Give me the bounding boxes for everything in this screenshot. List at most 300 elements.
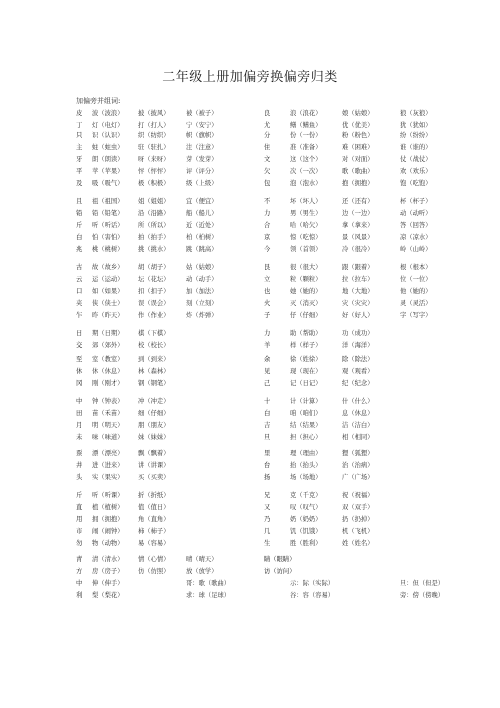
word-entry: 地（大地） — [342, 288, 374, 295]
word-entry: 姐（姐姐） — [138, 198, 170, 205]
word-entry: 粉（粉色） — [342, 132, 374, 139]
word-entry: 郊（郊外） — [92, 342, 124, 349]
word-entry: 挑（挑水） — [138, 246, 170, 253]
word-entry: 求：球（足球） — [186, 592, 231, 599]
word-entry: 极（积极） — [138, 180, 170, 187]
base-character: 艮 — [264, 264, 271, 271]
word-entry: 咱（咱们） — [290, 410, 322, 417]
word-group — [76, 328, 448, 352]
word-entry: 朗（朗读） — [92, 156, 124, 163]
base-character: 斤 — [76, 492, 83, 499]
word-entry: 易（容易） — [138, 540, 170, 547]
word-entry: 姓（姓名） — [342, 540, 374, 547]
word-row — [76, 578, 448, 590]
word-entry: 理（理由） — [290, 450, 322, 457]
base-character: 火 — [264, 300, 271, 307]
word-entry: 祖（祖国） — [92, 198, 124, 205]
base-character: 京 — [264, 234, 271, 241]
word-entry: 扔（扔掉） — [342, 516, 374, 523]
word-entry: 芽（发芽） — [186, 156, 218, 163]
base-character: 白 — [76, 234, 83, 241]
word-entry: 注（注意） — [186, 144, 218, 151]
base-character: 牙 — [76, 156, 83, 163]
word-row — [76, 232, 448, 244]
word-row — [76, 432, 448, 444]
word-entry: 他（她的） — [400, 288, 432, 295]
word-entry: 示：际（实际） — [290, 580, 335, 587]
word-entry: 什（什么） — [342, 398, 374, 405]
word-row — [76, 502, 448, 514]
word-entry: 沿（沿路） — [138, 210, 170, 217]
word-entry: 洋（海洋） — [342, 342, 374, 349]
word-entry: 徐（姓徐） — [290, 356, 322, 363]
word-entry: 准（准备） — [290, 144, 322, 151]
word-row — [76, 378, 448, 390]
word-row — [76, 298, 448, 310]
word-entry: 惊（吃惊） — [290, 234, 322, 241]
word-row — [76, 526, 448, 538]
word-row — [76, 166, 448, 178]
word-entry: 坛（花坛） — [138, 276, 170, 283]
word-entry: 坏（坏人） — [290, 198, 322, 205]
base-character: 不 — [264, 198, 271, 205]
word-row — [76, 460, 448, 472]
base-character: 扬 — [264, 474, 271, 481]
word-group — [76, 220, 448, 256]
word-entry: 灯（电灯） — [92, 122, 124, 129]
word-entry: 明（明天） — [92, 422, 124, 429]
word-entry: 功（成功） — [342, 330, 374, 337]
word-entry: 钟（钟表） — [92, 398, 124, 405]
word-row — [76, 274, 448, 286]
word-entry: 记（日记） — [290, 380, 322, 387]
word-entry: 洁（洁白） — [342, 422, 374, 429]
word-entry: 广（广场） — [342, 474, 374, 481]
word-entry: 纪（纪念） — [342, 380, 374, 387]
base-character: 古 — [76, 264, 83, 271]
base-character: 田 — [76, 410, 83, 417]
word-entry: 闹（闹钟） — [92, 528, 124, 535]
word-entry: 饱（吃饱） — [400, 180, 432, 187]
word-entry: 炸（炸弹） — [186, 312, 218, 319]
word-entry: 打（打人） — [138, 122, 170, 129]
word-entry: 房（房子） — [92, 568, 124, 575]
word-entry: 柿（柿子） — [138, 528, 170, 535]
base-character: 利 — [76, 592, 83, 599]
word-entry: 还（还有） — [342, 198, 374, 205]
word-group — [76, 490, 448, 550]
word-entry: 鳝（鳝鱼） — [290, 122, 322, 129]
base-character: 立 — [264, 276, 271, 283]
word-entry: 旁：傍（傍晚） — [400, 592, 445, 599]
word-entry: 晴（晴天） — [186, 556, 218, 563]
base-character: 井 — [76, 462, 83, 469]
base-character: 尤 — [264, 122, 271, 129]
word-entry: 位（一位） — [400, 276, 432, 283]
word-entry: 听（听课） — [92, 492, 124, 499]
word-entry: 所（所以） — [138, 222, 170, 229]
word-row — [76, 208, 448, 220]
base-character: 乃 — [264, 516, 271, 523]
word-entry: 饥（饥饿） — [290, 528, 322, 535]
base-character: 直 — [76, 504, 83, 511]
word-entry: 息（休息） — [342, 410, 374, 417]
word-entry: 冷（很冷） — [342, 246, 374, 253]
base-character: 头 — [76, 474, 83, 481]
word-entry: 祝（祝福） — [342, 492, 374, 499]
word-entry: 跟（跟着） — [342, 264, 374, 271]
word-entry: 克（千克） — [290, 492, 322, 499]
word-entry: 漂（漂亮） — [92, 450, 124, 457]
word-group — [76, 448, 448, 484]
word-entry: 吸（吸气） — [92, 180, 124, 187]
word-entry: 味（味道） — [92, 434, 124, 441]
word-group — [76, 554, 448, 578]
word-entry: 飘（飘着） — [138, 450, 170, 457]
word-group — [76, 578, 448, 602]
word-entry: 刻（立刻） — [186, 300, 218, 307]
word-entry: 样（样子） — [290, 342, 322, 349]
word-entry: 叹（叹气） — [290, 504, 322, 511]
word-entry: 听（听话） — [92, 222, 124, 229]
word-entry: 植（植树） — [92, 504, 124, 511]
word-entry: 动（动听） — [400, 210, 432, 217]
base-character: 且 — [76, 198, 83, 205]
word-entry: 对（对面） — [342, 156, 374, 163]
word-entry: 担（担心） — [290, 434, 322, 441]
word-entry: 棋（下棋） — [138, 330, 170, 337]
word-entry: 仿（仿照） — [138, 568, 170, 575]
word-entry: 驻（驻扎） — [138, 144, 170, 151]
word-entry: 钢（钢笔） — [138, 380, 170, 387]
word-entry: 灾（灾灾） — [342, 300, 374, 307]
base-character: 又 — [264, 504, 271, 511]
word-entry: 歌（歌曲） — [342, 168, 374, 175]
word-entry: 拿（拿来） — [342, 222, 374, 229]
base-character: 睛（眼睛） — [264, 556, 296, 563]
word-entry: 细（仔细） — [138, 410, 170, 417]
word-entry: 校（校长） — [138, 342, 170, 349]
word-entry: 现（现在） — [290, 368, 322, 375]
base-character: 夹 — [76, 300, 83, 307]
base-character: 勿 — [76, 540, 83, 547]
base-character: 旦 — [264, 434, 271, 441]
word-row — [76, 220, 448, 232]
word-row — [76, 328, 448, 340]
word-entry: 岭（山岭） — [400, 246, 432, 253]
word-entry: 仗（战仗） — [400, 156, 432, 163]
base-character: 中 — [76, 580, 83, 587]
word-entry: 治（治病） — [342, 462, 374, 469]
word-entry: 船（船儿） — [186, 210, 218, 217]
word-entry: 字（写字） — [400, 312, 432, 319]
base-character: 见 — [264, 368, 271, 375]
base-character: 力 — [264, 210, 271, 217]
word-entry: 昨（昨天） — [92, 312, 124, 319]
base-character: 月 — [76, 422, 83, 429]
word-entry: 这（这个） — [290, 156, 322, 163]
base-character: 只 — [76, 132, 83, 139]
word-entry: 近（近处） — [186, 222, 218, 229]
word-entry: 抱（拥抱） — [342, 180, 374, 187]
base-character: 生 — [264, 540, 271, 547]
word-entry: 根（根本） — [400, 264, 432, 271]
base-character: 欠 — [264, 168, 271, 175]
word-entry: 怕（害怕） — [92, 234, 124, 241]
word-entry: 休（休息） — [92, 368, 124, 375]
word-row — [76, 154, 448, 166]
base-character: 未 — [76, 434, 83, 441]
word-row — [76, 472, 448, 484]
word-row — [76, 340, 448, 352]
word-entry: 她（她的） — [290, 288, 322, 295]
base-character: 余 — [264, 356, 271, 363]
base-character: 子 — [264, 312, 271, 319]
word-entry: 冲（冲走） — [138, 398, 170, 405]
base-character: 住 — [264, 144, 271, 151]
word-entry: 边（一边） — [342, 210, 374, 217]
base-character: 皮 — [76, 110, 83, 117]
word-entry: 梨（梨花） — [92, 592, 124, 599]
word-row — [76, 196, 448, 208]
base-character: 力 — [264, 330, 271, 337]
word-row — [76, 130, 448, 142]
word-row — [76, 566, 448, 578]
word-row — [76, 244, 448, 256]
word-entry: 除（除法） — [342, 356, 374, 363]
base-character: 文 — [264, 156, 271, 163]
base-character: 票 — [76, 450, 83, 457]
word-entry: 妹（妹妹） — [138, 434, 170, 441]
word-entry: 苹（苹果） — [92, 168, 124, 175]
word-entry: 结（结果） — [290, 422, 322, 429]
word-entry: 帜（旗帜） — [186, 132, 218, 139]
word-row — [76, 554, 448, 566]
base-character: 里 — [264, 450, 271, 457]
word-entry: 刚（刚才） — [92, 380, 124, 387]
word-entry: 哥：歌（歌曲） — [186, 580, 231, 587]
word-entry: 胡（胡子） — [138, 264, 170, 271]
word-entry: 作（作业） — [138, 312, 170, 319]
base-character: 休 — [76, 368, 83, 375]
word-entry: 旦：但（但是） — [400, 580, 445, 587]
word-entry: 双（双手） — [342, 504, 374, 511]
word-entry: 凉（凉水） — [400, 234, 432, 241]
word-entry: 犹（犹如） — [400, 122, 432, 129]
base-character: 合 — [264, 222, 271, 229]
word-group — [76, 396, 448, 444]
word-entry: 泡（泡水） — [290, 180, 322, 187]
word-row — [76, 514, 448, 526]
word-row — [76, 408, 448, 420]
word-entry: 铅（铅笔） — [92, 210, 124, 217]
word-entry: 伸（伸手） — [92, 580, 124, 587]
base-character: 用 — [76, 516, 83, 523]
word-entry: 织（纺织） — [138, 132, 170, 139]
word-entry: 放（放学） — [186, 568, 218, 575]
word-entry: 欢（欢乐） — [400, 168, 432, 175]
word-entry: 角（直角） — [138, 516, 170, 523]
base-character: 吉 — [264, 422, 271, 429]
base-character: 云 — [76, 276, 83, 283]
word-entry: 拉（拉车） — [342, 276, 374, 283]
word-entry: 次（一次） — [290, 168, 322, 175]
word-entry: 娘（姑娘） — [342, 110, 374, 117]
word-group — [76, 130, 448, 190]
base-character: 铅 — [76, 210, 83, 217]
word-entry: 计（计算） — [290, 398, 322, 405]
base-character: 市 — [76, 528, 83, 535]
base-character: 日 — [76, 330, 83, 337]
word-row — [76, 142, 448, 154]
word-entry: 灵（灵活） — [400, 300, 432, 307]
word-entry: 助（帮助） — [290, 330, 322, 337]
word-entry: 仔（仔细） — [290, 312, 322, 319]
base-character: 兆 — [76, 246, 83, 253]
word-entry: 买（买卖） — [138, 474, 170, 481]
word-entry: 扣（扣子） — [138, 288, 170, 295]
word-entry: 优（优美） — [342, 122, 374, 129]
word-row — [76, 590, 448, 602]
word-entry: 期（日期） — [92, 330, 124, 337]
word-entry: 苗（禾苗） — [92, 410, 124, 417]
base-character: 至 — [76, 356, 83, 363]
base-character: 兄 — [264, 492, 271, 499]
word-entry: 到（到来） — [138, 356, 170, 363]
word-entry: 哈（哈欠） — [290, 222, 322, 229]
word-row — [76, 448, 448, 460]
word-entry: 误（误会） — [138, 300, 170, 307]
word-group — [76, 262, 448, 322]
base-character: 分 — [264, 132, 271, 139]
word-entry: 谁（谁的） — [400, 144, 432, 151]
base-character: 也 — [264, 288, 271, 295]
word-entry: 奶（奶奶） — [290, 516, 322, 523]
word-entry: 拍（拍手） — [138, 234, 170, 241]
base-character: 冈 — [76, 380, 83, 387]
base-character: 访（访问） — [264, 568, 296, 575]
word-entry: 动（动手） — [186, 276, 218, 283]
word-entry: 波（波浪） — [92, 110, 124, 117]
word-entry: 加（加法） — [186, 288, 218, 295]
word-entry: 被（被子） — [186, 110, 218, 117]
base-character: 斤 — [76, 222, 83, 229]
word-entry: 灭（消灭） — [290, 300, 322, 307]
word-entry: 谷：容（容易） — [290, 592, 335, 599]
word-entry: 如（如果） — [92, 288, 124, 295]
word-entry: 实（果实） — [92, 474, 124, 481]
word-row — [76, 354, 448, 366]
word-entry: 进（进来） — [92, 462, 124, 469]
word-entry: 宜（便宜） — [186, 198, 218, 205]
word-group — [76, 196, 448, 220]
word-entry: 故（故乡） — [92, 264, 124, 271]
base-character: 平 — [76, 168, 83, 175]
word-entry: 朋（朋友） — [138, 422, 170, 429]
word-entry: 侠（侠士） — [92, 300, 124, 307]
word-group — [76, 108, 448, 132]
word-entry: 清（清水） — [92, 556, 124, 563]
word-entry: 值（值日） — [138, 504, 170, 511]
base-character: 中 — [76, 398, 83, 405]
word-entry: 领（首领） — [290, 246, 322, 253]
word-entry: 怦（怦怦） — [138, 168, 170, 175]
base-character: 青 — [76, 556, 83, 563]
base-character: 几 — [264, 528, 271, 535]
base-character: 良 — [264, 110, 271, 117]
word-entry: 纷（纷纷） — [400, 132, 432, 139]
word-entry: 室（教室） — [92, 356, 124, 363]
word-entry: 机（飞机） — [342, 528, 374, 535]
section-subtitle: 加偏旁并组词: — [76, 97, 121, 105]
word-entry: 讲（讲课） — [138, 462, 170, 469]
word-entry: 运（运动） — [92, 276, 124, 283]
word-entry: 披（披风） — [138, 110, 170, 117]
word-entry: 狼（灰狼） — [400, 110, 432, 117]
word-row — [76, 262, 448, 274]
word-row — [76, 396, 448, 408]
word-entry: 很（很大） — [290, 264, 322, 271]
word-entry: 识（认识） — [92, 132, 124, 139]
word-entry: 狸（狐狸） — [342, 450, 374, 457]
word-entry: 折（折纸） — [138, 492, 170, 499]
word-row — [76, 420, 448, 432]
base-character: 羊 — [264, 342, 271, 349]
word-row — [76, 538, 448, 550]
word-entry: 观（观看） — [342, 368, 374, 375]
word-entry: 场（场地） — [290, 474, 322, 481]
word-entry: 桃（桃树） — [92, 246, 124, 253]
word-entry: 杯（杯子） — [400, 198, 432, 205]
base-character: 及 — [76, 180, 83, 187]
word-entry: 份（一份） — [290, 132, 322, 139]
base-character: 台 — [264, 462, 271, 469]
word-entry: 男（男生） — [290, 210, 322, 217]
word-entry: 好（好人） — [342, 312, 374, 319]
base-character: 丁 — [76, 122, 83, 129]
base-character: 主 — [76, 144, 83, 151]
word-entry: 蛀（蛀虫） — [92, 144, 124, 151]
word-group — [76, 354, 448, 390]
word-entry: 景（风景） — [342, 234, 374, 241]
word-entry: 抬（抬头） — [290, 462, 322, 469]
word-entry: 拥（拥抱） — [92, 516, 124, 523]
word-entry: 浪（浪花） — [290, 110, 322, 117]
page-title: 二年级上册加偏旁换偏旁归类 — [162, 70, 338, 85]
word-row — [76, 108, 448, 120]
word-entry: 评（评分） — [186, 168, 218, 175]
word-entry: 跳（跳高） — [186, 246, 218, 253]
word-row — [76, 286, 448, 298]
word-entry: 宁（安宁） — [186, 122, 218, 129]
word-entry: 胜（胜利） — [290, 540, 322, 547]
word-row — [76, 366, 448, 378]
base-character: 口 — [76, 288, 83, 295]
word-entry: 姑（姑娘） — [186, 264, 218, 271]
word-entry: 答（回答） — [400, 222, 432, 229]
word-entry: 林（森林） — [138, 368, 170, 375]
word-entry: 相（相同） — [342, 434, 374, 441]
word-entry: 呀（来呀） — [138, 156, 170, 163]
word-entry: 级（上级） — [186, 180, 218, 187]
word-row — [76, 310, 448, 322]
word-row — [76, 490, 448, 502]
base-character: 交 — [76, 342, 83, 349]
base-character: 白 — [264, 410, 271, 417]
word-entry: 情（心情） — [138, 556, 170, 563]
base-character: 十 — [264, 398, 271, 405]
word-entry: 柏（柏树） — [186, 234, 218, 241]
